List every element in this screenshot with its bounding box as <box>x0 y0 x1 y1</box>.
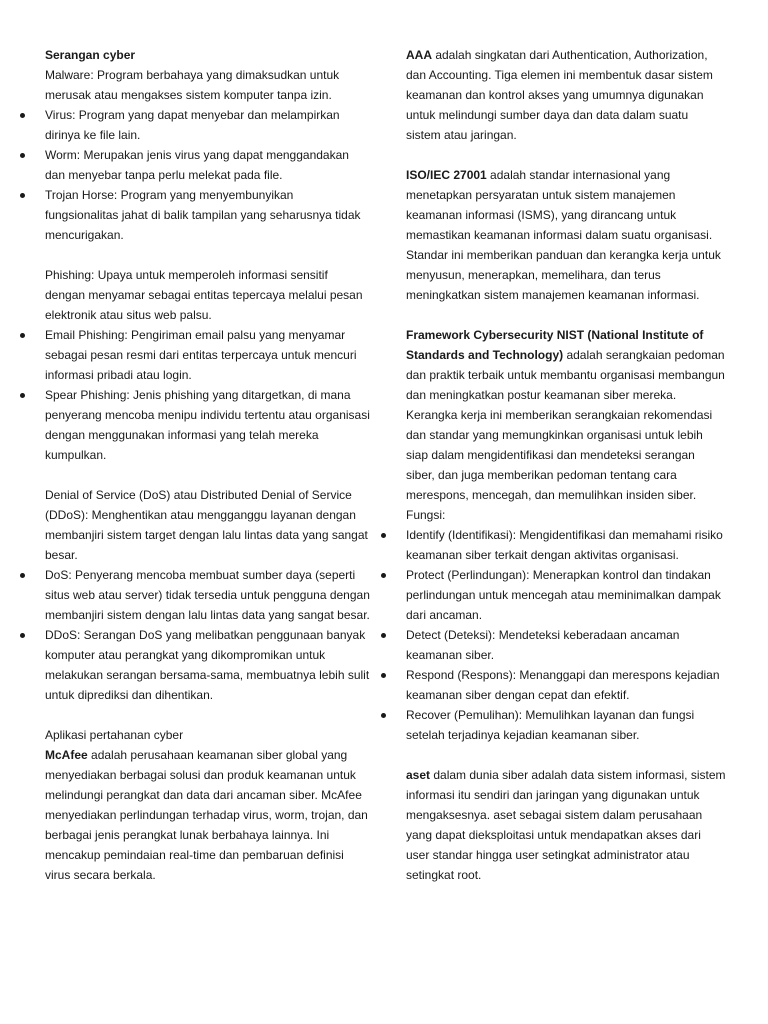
nist-functions-list <box>406 525 726 745</box>
list-item: Email Phishing: Pengiriman email palsu yang menyamar sebagai pesan resmi dari entitas terpercaya untuk mencuri informasi pribadi atau login. <box>45 325 370 385</box>
phishing-list <box>45 325 370 465</box>
right-column <box>406 45 726 885</box>
aaa-paragraph: AAA adalah singkatan dari Authentication, Authorization, dan Accounting. Tiga elemen ini membentuk dasar sistem keamanan dan kontrol akses yang umumnya digunakan untuk melindungi sumber daya dan data dalam suatu sistem atau jaringan. <box>406 48 713 142</box>
bullet-icon <box>20 153 25 158</box>
nist-term: Framework Cybersecurity NIST (National Institute of Standards and Technology) <box>406 328 704 362</box>
bullet-icon <box>381 633 386 638</box>
dos-list <box>45 565 370 705</box>
bullet-icon <box>20 193 25 198</box>
list-item: Identify (Identifikasi): Mengidentifikasi dan memahami risiko keamanan siber terkait dengan aktivitas organisasi. <box>406 525 726 565</box>
bullet-icon <box>20 333 25 338</box>
dos-section <box>45 485 370 705</box>
dos-intro: Denial of Service (DoS) atau Distributed Denial of Service (DDoS): Menghentikan atau mengganggu layanan dengan membanjiri sistem target dengan lalu lintas data yang sangat besar. <box>45 488 368 562</box>
bullet-icon <box>20 393 25 398</box>
list-item: Worm: Merupakan jenis virus yang dapat menggandakan dan menyebar tanpa perlu melekat pada file. <box>45 145 370 185</box>
nist-paragraph: Framework Cybersecurity NIST (National Institute of Standards and Technology) adalah serangkaian pedoman dan praktik terbaik untuk membantu organisasi membangun dan meningkatkan postur keamanan siber mereka. Kerangka kerja ini memberikan serangkaian rekomendasi dan standar yang memungkinkan organisasi untuk lebih siap dalam mengidentifikasi dan mendeteksi serangan siber, dan juga memberikan pedoman tentang cara merespons, mencegah, dan memulihkan insiden siber. Fungsi: <box>406 328 725 522</box>
aset-paragraph: aset dalam dunia siber adalah data sistem informasi, sistem informasi itu sendiri dan jaringan yang digunakan untuk mengaksesnya. aset sebagai sistem dalam perusahaan yang dapat dieksploitasi untuk mendapatkan akses dari user standar hingga user setingkat administrator atau setingkat root. <box>406 768 726 882</box>
list-item: Recover (Pemulihan): Memulihkan layanan dan fungsi setelah terjadinya kejadian keamanan siber. <box>406 705 726 745</box>
list-item: Virus: Program yang dapat menyebar dan melampirkan dirinya ke file lain. <box>45 105 370 145</box>
list-item: Detect (Deteksi): Mendeteksi keberadaan ancaman keamanan siber. <box>406 625 726 665</box>
nist-section <box>406 325 726 745</box>
list-item: Respond (Respons): Menanggapi dan merespons kejadian keamanan siber dengan cepat dan efektif. <box>406 665 726 705</box>
list-item: Trojan Horse: Program yang menyembunyikan fungsionalitas jahat di balik tampilan yang seharusnya tidak mencurigakan. <box>45 185 370 245</box>
bullet-icon <box>20 113 25 118</box>
bullet-icon <box>381 533 386 538</box>
malware-section <box>45 45 370 245</box>
mcafee-paragraph: McAfee adalah perusahaan keamanan siber global yang menyediakan berbagai solusi dan produk keamanan untuk melindungi perangkat dan data dari ancaman siber. McAfee menyediakan perlindungan terhadap virus, worm, trojan, dan berbagai jenis perangkat lunak berbahaya lainnya. Ini mencakup pemindaian real-time dan pembaruan definisi virus secara berkala. <box>45 748 368 882</box>
malware-intro: Malware: Program berbahaya yang dimaksudkan untuk merusak atau mengakses sistem komputer tanpa izin. <box>45 68 340 102</box>
bullet-icon <box>381 573 386 578</box>
left-column <box>45 45 370 885</box>
iso-term: ISO/IEC 27001 <box>406 168 487 182</box>
list-item: DDoS: Serangan DoS yang melibatkan penggunaan banyak komputer atau perangkat yang dikompromikan untuk melakukan serangan bersama-sama, membuatnya lebih sulit untuk diprediksi dan dihentikan. <box>45 625 370 705</box>
phishing-section <box>45 265 370 465</box>
section-heading: Aplikasi pertahanan cyber <box>45 728 184 742</box>
section-heading: Serangan cyber <box>45 48 136 62</box>
list-item: DoS: Penyerang mencoba membuat sumber daya (seperti situs web atau server) tidak tersedia untuk pengguna dengan membanjiri sistem dengan lalu lintas data yang sangat besar. <box>45 565 370 625</box>
iso-paragraph: ISO/IEC 27001 adalah standar internasional yang menetapkan persyaratan untuk sistem manajemen keamanan informasi (ISMS), yang dirancang untuk memastikan keamanan informasi dalam suatu organisasi. Standar ini memberikan panduan dan kerangka kerja untuk menyusun, menerapkan, memelihara, dan terus meningkatkan sistem manajemen keamanan informasi. <box>406 168 721 302</box>
bullet-icon <box>20 573 25 578</box>
bullet-icon <box>381 673 386 678</box>
phishing-intro: Phishing: Upaya untuk memperoleh informasi sensitif dengan menyamar sebagai entitas tepercaya melalui pesan elektronik atau situs web palsu. <box>45 268 363 322</box>
aset-term: aset <box>406 768 431 782</box>
bullet-icon <box>381 713 386 718</box>
bullet-icon <box>20 633 25 638</box>
malware-list <box>45 105 370 245</box>
list-item: Protect (Perlindungan): Menerapkan kontrol dan tindakan perlindungan untuk mencegah atau meminimalkan dampak dari ancaman. <box>406 565 726 625</box>
defense-section <box>45 725 370 885</box>
aaa-term: AAA <box>406 48 432 62</box>
list-item: Spear Phishing: Jenis phishing yang ditargetkan, di mana penyerang mencoba menipu individu tertentu atau organisasi dengan menggunakan informasi yang telah mereka kumpulkan. <box>45 385 370 465</box>
mcafee-term: McAfee <box>45 748 88 762</box>
